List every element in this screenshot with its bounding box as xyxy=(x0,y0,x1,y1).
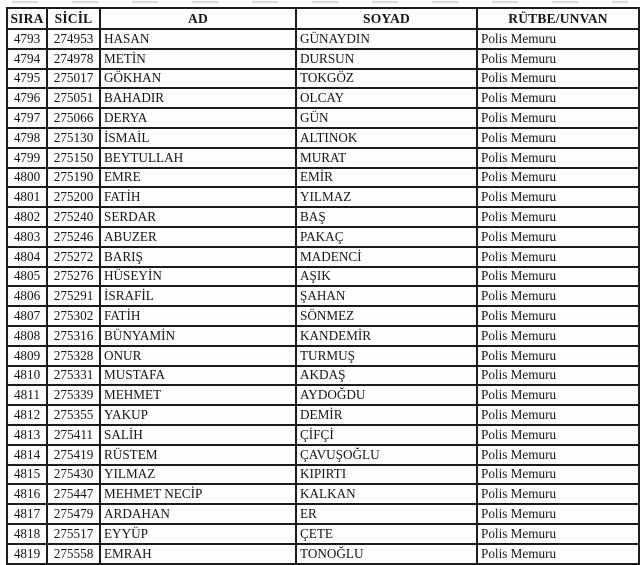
table-row xyxy=(7,108,639,128)
ad-cell: SERDAR xyxy=(100,207,296,227)
rutbe-cell: Polis Memuru xyxy=(477,544,639,564)
sira-cell: 4807 xyxy=(7,306,47,326)
sira-cell: 4812 xyxy=(7,405,47,425)
sicil-cell: 275302 xyxy=(47,306,100,326)
sira-cell: 4808 xyxy=(7,326,47,346)
rutbe-cell: Polis Memuru xyxy=(477,168,639,188)
header-soyad: SOYAD xyxy=(296,8,477,29)
soyad-cell: DEMİR xyxy=(296,405,477,425)
rutbe-cell: Polis Memuru xyxy=(477,385,639,405)
table-row xyxy=(7,88,639,108)
sicil-cell: 275272 xyxy=(47,247,100,267)
sira-cell: 4796 xyxy=(7,88,47,108)
rutbe-cell: Polis Memuru xyxy=(477,69,639,89)
soyad-cell: DURSUN xyxy=(296,49,477,69)
rutbe-cell: Polis Memuru xyxy=(477,306,639,326)
sicil-cell: 275276 xyxy=(47,267,100,287)
soyad-cell: ÇİFÇİ xyxy=(296,425,477,445)
sira-cell: 4803 xyxy=(7,227,47,247)
sicil-cell: 275017 xyxy=(47,69,100,89)
header-rutbe: RÜTBE/UNVAN xyxy=(477,8,639,29)
sira-cell: 4794 xyxy=(7,49,47,69)
rutbe-cell: Polis Memuru xyxy=(477,207,639,227)
table-row xyxy=(7,504,639,524)
sira-cell: 4793 xyxy=(7,29,47,49)
table-row xyxy=(7,306,639,326)
ad-cell: MEHMET xyxy=(100,385,296,405)
ad-cell: BÜNYAMİN xyxy=(100,326,296,346)
ad-cell: BARIŞ xyxy=(100,247,296,267)
sira-cell: 4795 xyxy=(7,69,47,89)
ad-cell: EYYÜP xyxy=(100,524,296,544)
rutbe-cell: Polis Memuru xyxy=(477,247,639,267)
ad-cell: RÜSTEM xyxy=(100,445,296,465)
table-row xyxy=(7,148,639,168)
soyad-cell: ÇAVUŞOĞLU xyxy=(296,445,477,465)
soyad-cell: TOKGÖZ xyxy=(296,69,477,89)
table-row xyxy=(7,465,639,485)
rutbe-cell: Polis Memuru xyxy=(477,88,639,108)
table-row xyxy=(7,405,639,425)
sira-cell: 4818 xyxy=(7,524,47,544)
sira-cell: 4815 xyxy=(7,465,47,485)
sira-cell: 4800 xyxy=(7,168,47,188)
ad-cell: DERYA xyxy=(100,108,296,128)
sicil-cell: 275130 xyxy=(47,128,100,148)
ad-cell: GÖKHAN xyxy=(100,69,296,89)
rutbe-cell: Polis Memuru xyxy=(477,286,639,306)
rutbe-cell: Polis Memuru xyxy=(477,405,639,425)
soyad-cell: AŞIK xyxy=(296,267,477,287)
table-row xyxy=(7,187,639,207)
table-row xyxy=(7,385,639,405)
rutbe-cell: Polis Memuru xyxy=(477,445,639,465)
rutbe-cell: Polis Memuru xyxy=(477,187,639,207)
soyad-cell: YILMAZ xyxy=(296,187,477,207)
sicil-cell: 275558 xyxy=(47,544,100,564)
soyad-cell: ŞAHAN xyxy=(296,286,477,306)
ad-cell: İSRAFİL xyxy=(100,286,296,306)
soyad-cell: BAŞ xyxy=(296,207,477,227)
table-row xyxy=(7,346,639,366)
rutbe-cell: Polis Memuru xyxy=(477,148,639,168)
sira-cell: 4806 xyxy=(7,286,47,306)
soyad-cell: ÇETE xyxy=(296,524,477,544)
rutbe-cell: Polis Memuru xyxy=(477,425,639,445)
sicil-cell: 275339 xyxy=(47,385,100,405)
soyad-cell: EMİR xyxy=(296,168,477,188)
ad-cell: EMRE xyxy=(100,168,296,188)
soyad-cell: GÜN xyxy=(296,108,477,128)
sicil-cell: 275291 xyxy=(47,286,100,306)
rutbe-cell: Polis Memuru xyxy=(477,484,639,504)
personnel-table xyxy=(6,7,640,565)
ad-cell: İSMAİL xyxy=(100,128,296,148)
header-sira: SIRA xyxy=(7,8,47,29)
scan-artifact-line xyxy=(12,1,628,3)
ad-cell: HÜSEYİN xyxy=(100,267,296,287)
sicil-cell: 275316 xyxy=(47,326,100,346)
rutbe-cell: Polis Memuru xyxy=(477,108,639,128)
table-row xyxy=(7,29,639,49)
table-row xyxy=(7,69,639,89)
ad-cell: MEHMET NECİP xyxy=(100,484,296,504)
soyad-cell: MADENCİ xyxy=(296,247,477,267)
table-row xyxy=(7,484,639,504)
sicil-cell: 275190 xyxy=(47,168,100,188)
rutbe-cell: Polis Memuru xyxy=(477,128,639,148)
ad-cell: FATİH xyxy=(100,187,296,207)
sicil-cell: 275246 xyxy=(47,227,100,247)
soyad-cell: ER xyxy=(296,504,477,524)
sicil-cell: 275479 xyxy=(47,504,100,524)
sira-cell: 4811 xyxy=(7,385,47,405)
sira-cell: 4802 xyxy=(7,207,47,227)
sira-cell: 4798 xyxy=(7,128,47,148)
rutbe-cell: Polis Memuru xyxy=(477,326,639,346)
ad-cell: BEYTULLAH xyxy=(100,148,296,168)
sira-cell: 4819 xyxy=(7,544,47,564)
ad-cell: HASAN xyxy=(100,29,296,49)
rutbe-cell: Polis Memuru xyxy=(477,366,639,386)
sicil-cell: 275355 xyxy=(47,405,100,425)
soyad-cell: OLCAY xyxy=(296,88,477,108)
sira-cell: 4797 xyxy=(7,108,47,128)
table-row xyxy=(7,49,639,69)
sicil-cell: 275051 xyxy=(47,88,100,108)
ad-cell: EMRAH xyxy=(100,544,296,564)
sicil-cell: 275200 xyxy=(47,187,100,207)
ad-cell: BAHADIR xyxy=(100,88,296,108)
header-sicil: SİCİL xyxy=(47,8,100,29)
sicil-cell: 275411 xyxy=(47,425,100,445)
ad-cell: ARDAHAN xyxy=(100,504,296,524)
ad-cell: SALİH xyxy=(100,425,296,445)
sicil-cell: 275331 xyxy=(47,366,100,386)
soyad-cell: PAKAÇ xyxy=(296,227,477,247)
sira-cell: 4805 xyxy=(7,267,47,287)
table-row xyxy=(7,544,639,564)
ad-cell: METİN xyxy=(100,49,296,69)
rutbe-cell: Polis Memuru xyxy=(477,227,639,247)
soyad-cell: AYDOĞDU xyxy=(296,385,477,405)
sicil-cell: 275447 xyxy=(47,484,100,504)
sicil-cell: 274953 xyxy=(47,29,100,49)
sicil-cell: 274978 xyxy=(47,49,100,69)
soyad-cell: KALKAN xyxy=(296,484,477,504)
sira-cell: 4814 xyxy=(7,445,47,465)
table-header xyxy=(7,8,639,29)
rutbe-cell: Polis Memuru xyxy=(477,524,639,544)
table-body xyxy=(7,29,639,564)
sicil-cell: 275240 xyxy=(47,207,100,227)
rutbe-cell: Polis Memuru xyxy=(477,346,639,366)
soyad-cell: TONOĞLU xyxy=(296,544,477,564)
rutbe-cell: Polis Memuru xyxy=(477,267,639,287)
soyad-cell: SÖNMEZ xyxy=(296,306,477,326)
table-row xyxy=(7,425,639,445)
table-row xyxy=(7,286,639,306)
table-row xyxy=(7,128,639,148)
rutbe-cell: Polis Memuru xyxy=(477,465,639,485)
rutbe-cell: Polis Memuru xyxy=(477,29,639,49)
ad-cell: FATİH xyxy=(100,306,296,326)
sira-cell: 4813 xyxy=(7,425,47,445)
table-row xyxy=(7,168,639,188)
sira-cell: 4801 xyxy=(7,187,47,207)
sira-cell: 4809 xyxy=(7,346,47,366)
sira-cell: 4817 xyxy=(7,504,47,524)
soyad-cell: MURAT xyxy=(296,148,477,168)
table-row xyxy=(7,326,639,346)
soyad-cell: KIPIRTI xyxy=(296,465,477,485)
table-row xyxy=(7,227,639,247)
table-row xyxy=(7,366,639,386)
table-row xyxy=(7,267,639,287)
ad-cell: YILMAZ xyxy=(100,465,296,485)
table-row xyxy=(7,247,639,267)
header-row xyxy=(7,8,639,29)
table-row xyxy=(7,524,639,544)
sira-cell: 4799 xyxy=(7,148,47,168)
sira-cell: 4816 xyxy=(7,484,47,504)
header-ad: AD xyxy=(100,8,296,29)
rutbe-cell: Polis Memuru xyxy=(477,49,639,69)
table-row xyxy=(7,207,639,227)
table-row xyxy=(7,445,639,465)
soyad-cell: ALTINOK xyxy=(296,128,477,148)
soyad-cell: KANDEMİR xyxy=(296,326,477,346)
sicil-cell: 275430 xyxy=(47,465,100,485)
sira-cell: 4804 xyxy=(7,247,47,267)
sira-cell: 4810 xyxy=(7,366,47,386)
rutbe-cell: Polis Memuru xyxy=(477,504,639,524)
sicil-cell: 275066 xyxy=(47,108,100,128)
ad-cell: ONUR xyxy=(100,346,296,366)
ad-cell: MUSTAFA xyxy=(100,366,296,386)
soyad-cell: AKDAŞ xyxy=(296,366,477,386)
ad-cell: YAKUP xyxy=(100,405,296,425)
sicil-cell: 275150 xyxy=(47,148,100,168)
soyad-cell: GÜNAYDIN xyxy=(296,29,477,49)
ad-cell: ABUZER xyxy=(100,227,296,247)
sicil-cell: 275517 xyxy=(47,524,100,544)
sicil-cell: 275328 xyxy=(47,346,100,366)
sicil-cell: 275419 xyxy=(47,445,100,465)
soyad-cell: TURMUŞ xyxy=(296,346,477,366)
